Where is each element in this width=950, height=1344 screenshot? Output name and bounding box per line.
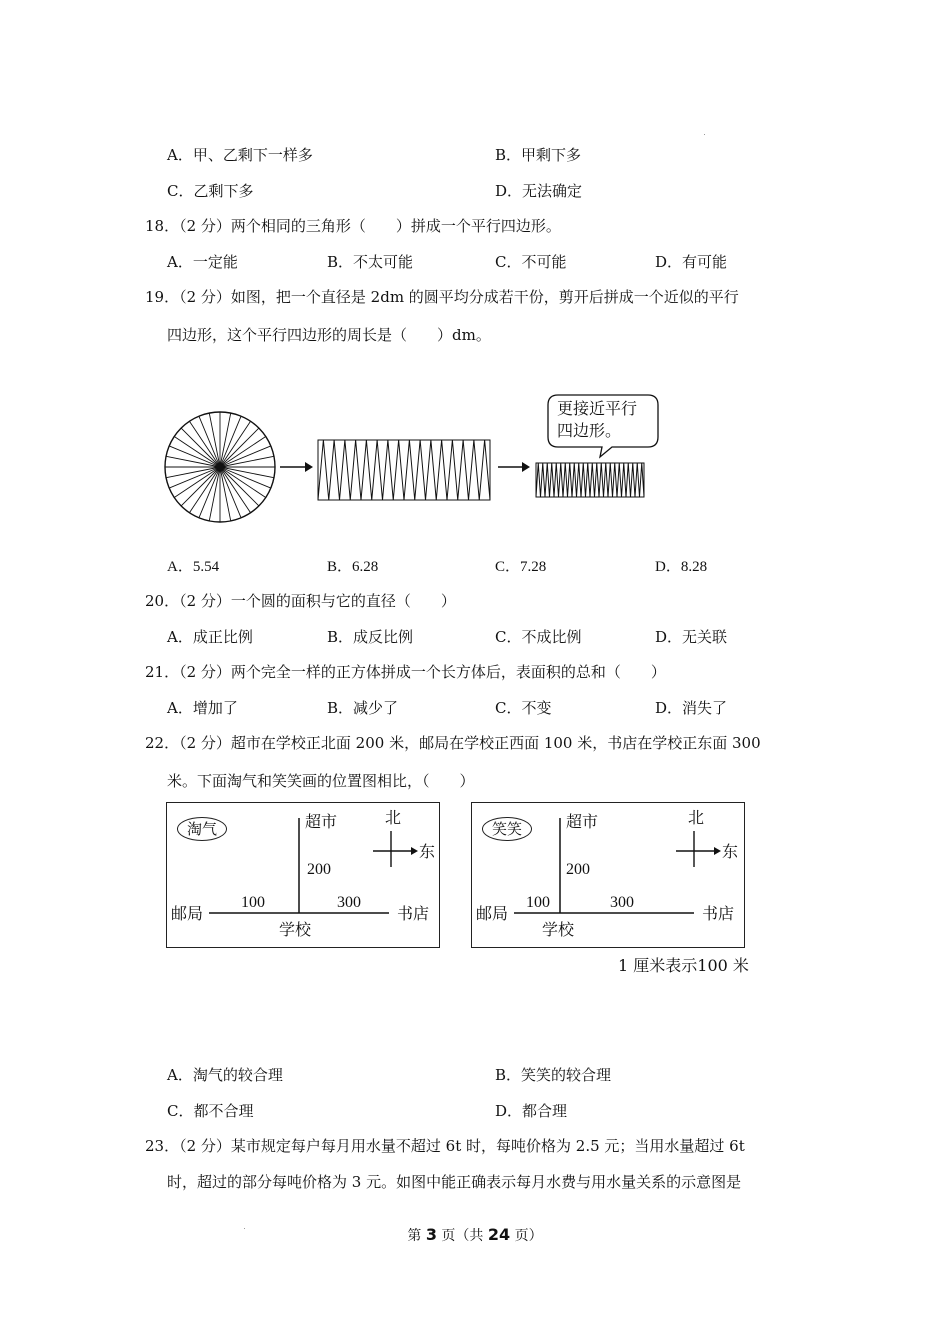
q23-stem-line1: 23．（2 分）某市规定每户每月用水量不超过 6t 时，每吨价格为 2.5 元；当用水量超过 6t xyxy=(145,1137,745,1155)
q21-option-c: C．不变 xyxy=(495,699,552,717)
footer-page-number: 3 xyxy=(425,1225,437,1244)
label-distance-300: 300 xyxy=(610,894,634,911)
footer-prefix: 第 xyxy=(407,1228,426,1244)
map-lines xyxy=(472,803,744,947)
q17-option-b: B．甲剩下多 xyxy=(495,146,582,164)
q20-option-a: A．成正比例 xyxy=(167,628,253,646)
q20-option-b: B．成反比例 xyxy=(327,628,414,646)
q17-option-a: A．甲、乙剩下一样多 xyxy=(167,146,313,164)
circle-center xyxy=(216,463,224,471)
q22-option-c: C．都不合理 xyxy=(167,1102,254,1120)
q20-option-d: D．无关联 xyxy=(655,628,728,646)
q19-option-b: B．6.28 xyxy=(327,559,379,575)
q22-option-d: D．都合理 xyxy=(495,1102,568,1120)
compass-icon xyxy=(676,831,721,867)
q22-stem-line2: 米。下面淘气和笑笑画的位置图相比，（ ） xyxy=(167,772,475,790)
q20-option-c: C．不成比例 xyxy=(495,628,582,646)
q17-option-c: C．乙剩下多 xyxy=(167,182,254,200)
map-owner-label: 笑笑 xyxy=(482,817,532,841)
scan-dot xyxy=(244,1228,245,1229)
q21-option-d: D．消失了 xyxy=(655,699,728,717)
label-distance-100: 100 xyxy=(526,894,550,911)
label-bookstore: 书店 xyxy=(702,904,735,923)
q22-stem-line1: 22．（2 分）超市在学校正北面 200 米，邮局在学校正西面 100 米，书店在学校正东面 300 xyxy=(145,734,761,752)
bubble-text-line2: 四边形。 xyxy=(557,421,622,440)
q18-stem: 18．（2 分）两个相同的三角形（ ）拼成一个平行四边形。 xyxy=(145,217,561,235)
label-north: 北 xyxy=(385,808,402,827)
label-post-office: 邮局 xyxy=(171,904,204,923)
label-bookstore: 书店 xyxy=(397,904,430,923)
q21-stem: 21．（2 分）两个完全一样的正方体拼成一个长方体后，表面积的总和（ ） xyxy=(145,663,666,681)
q19-stem-line2: 四边形，这个平行四边形的周长是（ ）dm。 xyxy=(167,326,491,344)
arrow-right-icon xyxy=(498,462,530,472)
map-xiaoxiao xyxy=(471,802,745,948)
map-lines xyxy=(167,803,439,947)
q22-option-a: A．淘气的较合理 xyxy=(167,1066,283,1084)
label-supermarket: 超市 xyxy=(305,812,338,831)
sliced-circle xyxy=(165,412,275,522)
label-distance-200: 200 xyxy=(566,861,590,878)
q19-stem-line1: 19．（2 分）如图，把一个直径是 2dm 的圆平均分成若干份，剪开后拼成一个近似的平行 xyxy=(145,288,739,306)
footer-suffix: 页） xyxy=(510,1228,543,1244)
label-north: 北 xyxy=(688,808,705,827)
q18-option-c: C．不可能 xyxy=(495,253,567,271)
label-distance-200: 200 xyxy=(307,861,331,878)
q19-option-c: C．7.28 xyxy=(495,559,547,575)
label-east: 东 xyxy=(722,842,739,861)
compass-icon xyxy=(373,831,418,867)
q19-option-d: D．8.28 xyxy=(655,559,708,575)
label-school: 学校 xyxy=(542,920,575,939)
map-scale: 1 厘米表示100 米 xyxy=(618,956,749,975)
q22-option-b: B．笑笑的较合理 xyxy=(495,1066,612,1084)
q18-option-a: A．一定能 xyxy=(167,253,238,271)
q20-stem: 20．（2 分）一个圆的面积与它的直径（ ） xyxy=(145,592,456,610)
q18-option-d: D．有可能 xyxy=(655,253,728,271)
bubble-text-line1: 更接近平行 xyxy=(557,399,638,418)
q19-option-a: A．5.54 xyxy=(167,559,220,575)
map-taoqi xyxy=(166,802,440,948)
q17-option-d: D．无法确定 xyxy=(495,182,583,200)
map-owner-label: 淘气 xyxy=(177,817,227,841)
q21-option-b: B．减少了 xyxy=(327,699,399,717)
label-school: 学校 xyxy=(279,920,312,939)
label-post-office: 邮局 xyxy=(476,904,509,923)
label-distance-300: 300 xyxy=(337,894,361,911)
approx-parallelogram-coarse xyxy=(315,440,490,500)
label-distance-100: 100 xyxy=(241,894,265,911)
q23-stem-line2: 时，超过的部分每吨价格为 3 元。如图中能正确表示每月水费与用水量关系的示意图是 xyxy=(167,1173,742,1191)
approx-parallelogram-fine xyxy=(536,463,644,497)
scan-dot xyxy=(704,134,705,135)
q18-option-b: B．不太可能 xyxy=(327,253,414,271)
label-supermarket: 超市 xyxy=(566,812,599,831)
arrow-right-icon xyxy=(280,462,313,472)
label-east: 东 xyxy=(419,842,436,861)
page-footer xyxy=(0,1225,950,1246)
footer-middle: 页（共 xyxy=(436,1228,488,1244)
q21-option-a: A．增加了 xyxy=(167,699,238,717)
footer-total-pages: 24 xyxy=(487,1225,511,1244)
